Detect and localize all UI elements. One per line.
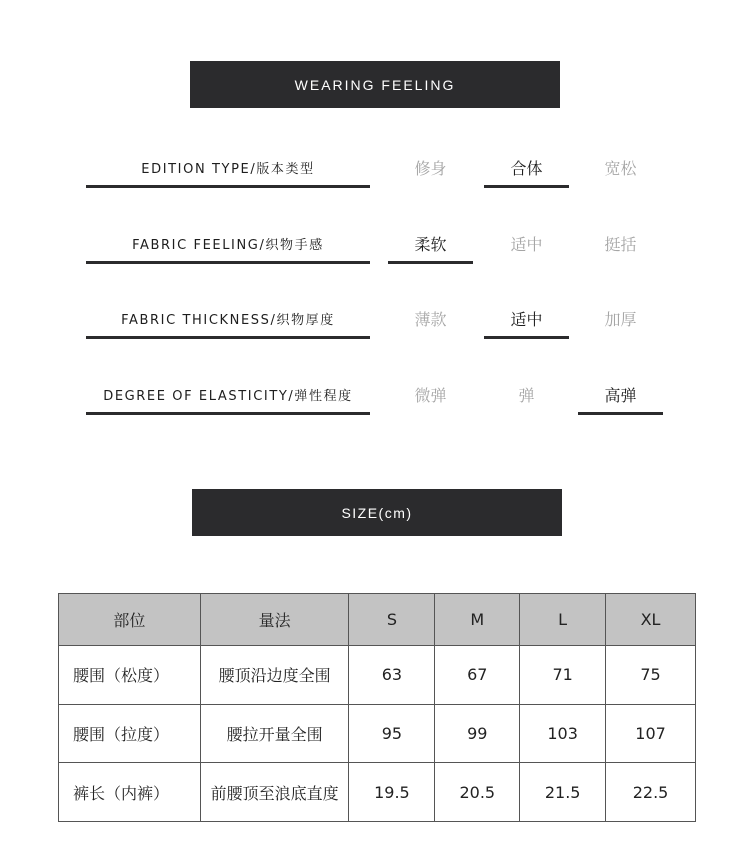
option-thick: 加厚 — [604, 309, 637, 329]
feeling-label: FABRIC THICKNESS/织物厚度 — [86, 300, 370, 339]
size-title: SIZE(cm) — [341, 504, 413, 521]
feeling-row-fabric-thickness — [0, 300, 750, 340]
cell-s: 19.5 — [349, 763, 435, 822]
cell-s: 95 — [349, 704, 435, 763]
header-part: 部位 — [59, 594, 201, 646]
header-size-l: L — [520, 594, 606, 646]
option-fitted: 修身 — [414, 158, 447, 178]
cell-xl: 22.5 — [606, 763, 696, 822]
option-medium-selected: 适中 — [484, 300, 569, 339]
feeling-row-elasticity — [0, 376, 750, 416]
option-stiff: 挺括 — [604, 234, 637, 254]
cell-xl: 107 — [606, 704, 696, 763]
option-stretch: 弹 — [518, 385, 535, 405]
feeling-label: DEGREE OF ELASTICITY/弹性程度 — [86, 376, 370, 415]
table-header-row — [59, 594, 696, 646]
cell-method: 腰顶沿边度全围 — [200, 646, 349, 705]
cell-l: 21.5 — [520, 763, 606, 822]
feeling-label: FABRIC FEELING/织物手感 — [86, 225, 370, 264]
option-slight-stretch: 微弹 — [414, 385, 447, 405]
cell-m: 20.5 — [435, 763, 520, 822]
size-table — [58, 593, 696, 822]
option-thin: 薄款 — [414, 309, 447, 329]
header-method: 量法 — [200, 594, 349, 646]
cell-s: 63 — [349, 646, 435, 705]
option-regular-selected: 合体 — [484, 149, 569, 188]
cell-method: 腰拉开量全围 — [200, 704, 349, 763]
cell-m: 67 — [435, 646, 520, 705]
table-row — [59, 646, 696, 705]
feeling-row-fabric-feeling — [0, 225, 750, 265]
option-loose: 宽松 — [604, 158, 637, 178]
header-size-s: S — [349, 594, 435, 646]
wearing-feeling-title: WEARING FEELING — [294, 76, 456, 93]
header-size-xl: XL — [606, 594, 696, 646]
cell-l: 71 — [520, 646, 606, 705]
cell-part: 腰围（拉度） — [59, 704, 201, 763]
cell-method: 前腰顶至浪底直度 — [200, 763, 349, 822]
cell-l: 103 — [520, 704, 606, 763]
table-row — [59, 763, 696, 822]
cell-part: 腰围（松度） — [59, 646, 201, 705]
cell-xl: 75 — [606, 646, 696, 705]
table-row — [59, 704, 696, 763]
option-soft-selected: 柔软 — [388, 225, 473, 264]
wearing-feeling-banner — [190, 61, 560, 108]
size-banner — [192, 489, 562, 536]
header-size-m: M — [435, 594, 520, 646]
feeling-label: EDITION TYPE/版本类型 — [86, 149, 370, 188]
cell-part: 裤长（内裤） — [59, 763, 201, 822]
cell-m: 99 — [435, 704, 520, 763]
option-high-stretch-selected: 高弹 — [578, 376, 663, 415]
option-medium: 适中 — [510, 234, 543, 254]
feeling-row-edition-type — [0, 149, 750, 189]
